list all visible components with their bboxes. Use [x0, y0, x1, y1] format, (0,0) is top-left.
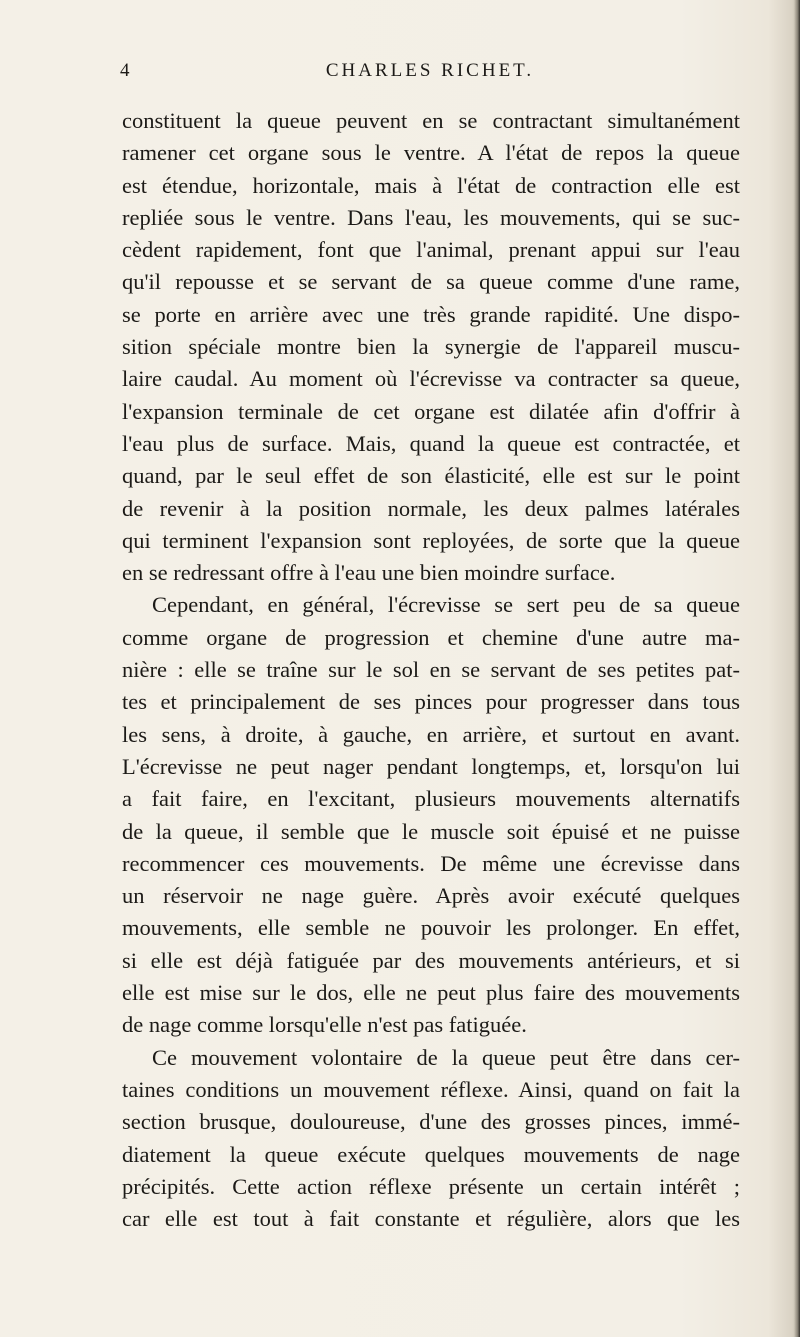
- text-line: constituent la queue peuvent en se contractant simultanément: [122, 108, 740, 133]
- text-line: qui terminent l'expansion sont reployées, de sorte que la queue: [122, 527, 740, 553]
- paragraph-start-line: Cependant, en général, l'écrevisse se sert peu de sa queue: [152, 592, 740, 618]
- text-line: laire caudal. Au moment où l'écrevisse va contracter sa queue,: [122, 366, 740, 392]
- body-text: [122, 105, 740, 1235]
- text-line: de revenir à la position normale, les deux palmes latérales: [122, 495, 740, 521]
- text-line: car elle est tout à fait constante et régulière, alors que les: [122, 1206, 740, 1232]
- paragraph-start-line: Ce mouvement volontaire de la queue peut être dans cer-: [152, 1044, 740, 1070]
- text-line: section brusque, douloureuse, d'une des grosses pinces, immé-: [122, 1109, 740, 1135]
- text-line: nière : elle se traîne sur le sol en se servant de ses petites pat-: [122, 657, 740, 683]
- text-line: les sens, à droite, à gauche, en arrière, et surtout en avant.: [122, 721, 740, 747]
- text-line: l'expansion terminale de cet organe est dilatée afin d'offrir à: [122, 398, 740, 424]
- text-line: qu'il repousse et se servant de sa queue comme d'une rame,: [122, 269, 740, 295]
- paragraph-end-line: en se redressant offre à l'eau une bien moindre surface.: [122, 560, 616, 586]
- text-line: tes et principalement de ses pinces pour progresser dans tous: [122, 689, 740, 715]
- text-line: si elle est déjà fatiguée par des mouvements antérieurs, et si: [122, 947, 740, 973]
- text-line: taines conditions un mouvement réflexe. Ainsi, quand on fait la: [122, 1076, 740, 1102]
- text-line: l'eau plus de surface. Mais, quand la queue est contractée, et: [122, 430, 740, 456]
- text-line: un réservoir ne nage guère. Après avoir exécuté quelques: [122, 883, 740, 909]
- text-line: elle est mise sur le dos, elle ne peut plus faire des mouvements: [122, 980, 740, 1006]
- text-line: quand, par le seul effet de son élasticité, elle est sur le point: [122, 463, 740, 489]
- running-head: CHARLES RICHET.: [325, 60, 535, 81]
- paragraph-end-line: de nage comme lorsqu'elle n'est pas fatiguée.: [122, 1012, 527, 1038]
- text-line: diatement la queue exécute quelques mouvements de nage: [122, 1141, 740, 1167]
- text-line: cèdent rapidement, font que l'animal, prenant appui sur l'eau: [122, 237, 740, 263]
- text-line: ramener cet organe sous le ventre. A l'état de repos la queue: [122, 140, 740, 166]
- page-number: 4: [120, 60, 130, 81]
- text-line: sition spéciale montre bien la synergie de l'appareil muscu-: [122, 334, 740, 360]
- text-line: L'écrevisse ne peut nager pendant longtemps, et, lorsqu'on lui: [122, 753, 740, 779]
- text-line: se porte en arrière avec une très grande rapidité. Une dispo-: [122, 301, 740, 327]
- text-line: est étendue, horizontale, mais à l'état de contraction elle est: [122, 172, 740, 198]
- text-line: a fait faire, en l'excitant, plusieurs mouvements alternatifs: [122, 786, 740, 812]
- text-line: recommencer ces mouvements. De même une écrevisse dans: [122, 850, 740, 876]
- page-header: [120, 60, 740, 90]
- text-line: mouvements, elle semble ne pouvoir les prolonger. En effet,: [122, 915, 740, 941]
- text-line: de la queue, il semble que le muscle soit épuisé et ne puisse: [122, 818, 740, 844]
- page-edge-shadow: [794, 0, 800, 1337]
- text-line: précipités. Cette action réflexe présente un certain intérêt ;: [122, 1173, 740, 1199]
- text-line: comme organe de progression et chemine d'une autre ma-: [122, 624, 740, 650]
- text-line: repliée sous le ventre. Dans l'eau, les mouvements, qui se suc-: [122, 204, 740, 230]
